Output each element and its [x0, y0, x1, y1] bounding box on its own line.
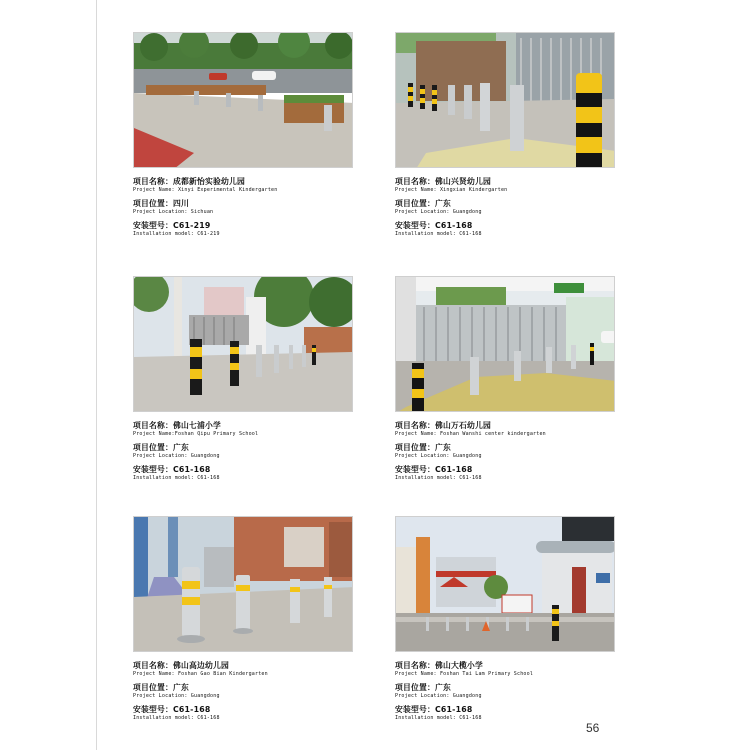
- project-location-en: Project Location: Guangdong: [133, 693, 220, 699]
- installation-model-en: Installation model: C61-168: [395, 475, 482, 481]
- page-number: 56: [586, 721, 600, 735]
- project-location-zh: 项目位置：广东: [395, 683, 451, 692]
- project-name-zh: 项目名称：佛山兴贤幼儿园: [395, 177, 491, 186]
- project-location-zh: 项目位置：广东: [133, 443, 189, 452]
- project-location-en: Project Location: Guangdong: [395, 693, 482, 699]
- project-name-zh: 项目名称：成都新怡实验幼儿园: [133, 177, 245, 186]
- project-card-wanshi: [395, 276, 615, 482]
- project-name-en: Project Name: Foshan Wanshi center kindergarten: [395, 431, 546, 437]
- project-location-zh: 项目位置：广东: [395, 199, 451, 208]
- project-name-zh: 项目名称：佛山高边幼儿园: [133, 661, 229, 670]
- project-photo-tailam: [395, 516, 615, 652]
- installation-model-en: Installation model: C61-168: [395, 231, 482, 237]
- project-photo-wanshi: [395, 276, 615, 412]
- project-location-en: Project Location: Guangdong: [395, 209, 482, 215]
- project-location-en: Project Location: Sichuan: [133, 209, 214, 215]
- project-name-zh: 项目名称：佛山七浦小学: [133, 421, 221, 430]
- page-spine-line: [96, 0, 97, 750]
- installation-model-zh: 安装型号：C61-168: [133, 705, 211, 714]
- project-card-qipu: [133, 276, 353, 482]
- project-location-en: Project Location: Guangdong: [395, 453, 482, 459]
- installation-model-en: Installation model: C61-219: [133, 231, 220, 237]
- project-card-tailam: [395, 516, 615, 722]
- installation-model-zh: 安装型号：C61-168: [395, 705, 473, 714]
- project-location-zh: 项目位置：四川: [133, 199, 189, 208]
- project-photo-xinyi: [133, 32, 353, 168]
- project-photo-gaobian: [133, 516, 353, 652]
- installation-model-en: Installation model: C61-168: [395, 715, 482, 721]
- project-name-zh: 项目名称：佛山万石幼儿园: [395, 421, 491, 430]
- project-card-gaobian: [133, 516, 353, 722]
- project-card-xingxian: [395, 32, 615, 238]
- installation-model-zh: 安装型号：C61-168: [133, 465, 211, 474]
- installation-model-en: Installation model: C61-168: [133, 715, 220, 721]
- project-name-zh: 项目名称：佛山大榄小学: [395, 661, 483, 670]
- project-name-en: Project Name: Xinyi Experimental Kindergarten: [133, 187, 278, 193]
- project-location-zh: 项目位置：广东: [133, 683, 189, 692]
- installation-model-en: Installation model: C61-168: [133, 475, 220, 481]
- project-name-en: Project Name:Foshan Qipu Primary School: [133, 431, 259, 437]
- installation-model-zh: 安装型号：C61-168: [395, 221, 473, 230]
- installation-model-zh: 安装型号：C61-219: [133, 221, 211, 230]
- project-location-zh: 项目位置：广东: [395, 443, 451, 452]
- project-name-en: Project Name: Foshan Gao Bian Kindergarten: [133, 671, 268, 677]
- project-location-en: Project Location: Guangdong: [133, 453, 220, 459]
- project-photo-xingxian: [395, 32, 615, 168]
- installation-model-zh: 安装型号：C61-168: [395, 465, 473, 474]
- project-photo-qipu: [133, 276, 353, 412]
- project-name-en: Project Name: Foshan Tai Lam Primary School: [395, 671, 534, 677]
- project-card-xinyi: [133, 32, 353, 238]
- project-name-en: Project Name: Xingxian Kindergarten: [395, 187, 508, 193]
